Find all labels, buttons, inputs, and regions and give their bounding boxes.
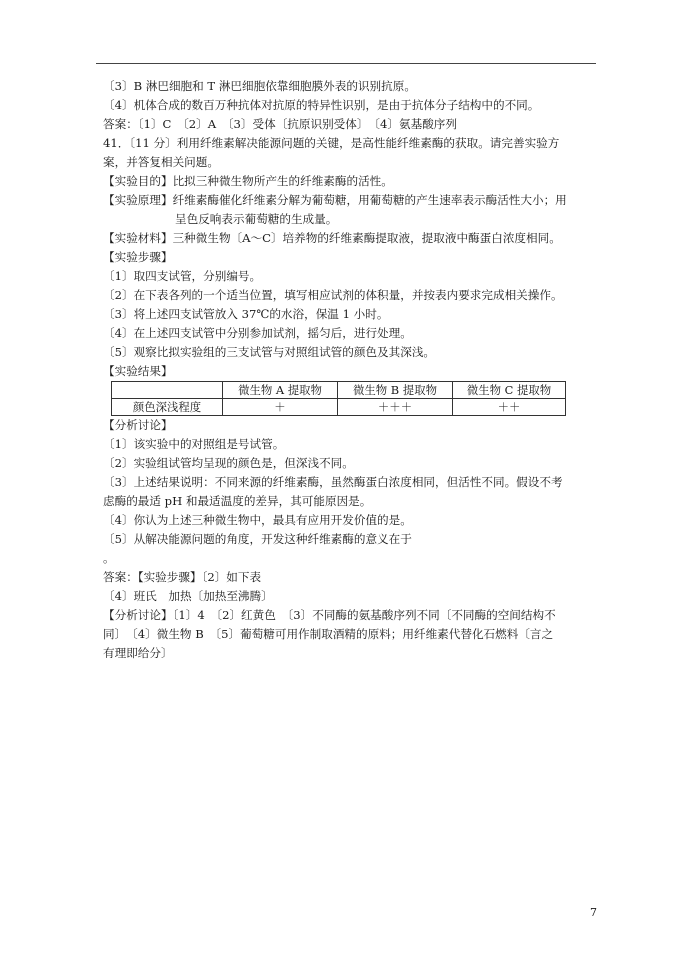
answer-line: 同〕 〔4〕微生物 B 〔5〕葡萄糖可用作制取酒精的原料；用纤维素代替化石燃料〔言之 xyxy=(103,627,554,641)
text-line: 〔3〕B 淋巴细胞和 T 淋巴细胞依靠细胞膜外表的识别抗原。 xyxy=(103,79,416,93)
text-line: 〔4〕机体合成的数百万种抗体对抗原的特异性识别，是由于抗体分子结构中的不同。 xyxy=(103,98,540,112)
question-line: 〔2〕实验组试管均呈现的颜色是，但深浅不同。 xyxy=(103,456,354,470)
header-rule xyxy=(96,63,596,64)
section-heading-steps: 【实验步骤】 xyxy=(103,250,173,264)
page-number: 7 xyxy=(590,906,597,919)
section-heading-discussion: 【分析讨论】 xyxy=(103,418,173,432)
answer-line: 有理即给分〕 xyxy=(103,646,173,660)
answer-line: 答案：【实验步骤】〔2〕如下表 xyxy=(103,570,262,584)
table-cell: ＋ xyxy=(223,399,338,416)
question-line: 虑酶的最适 pH 和最适温度的差异，其可能原因是。 xyxy=(103,494,372,508)
answer-line: 答案：〔1〕C 〔2〕A 〔3〕受体〔抗原识别受体〕 〔4〕氨基酸序列 xyxy=(103,117,457,131)
experiment-principle-cont: 呈色反响表示葡萄糖的生成量。 xyxy=(175,212,338,226)
table-row xyxy=(112,399,566,416)
answer-line: 【分析讨论】〔1〕4 〔2〕红黄色 〔3〕不同酶的氨基酸序列不同〔不同酶的空间结构不 xyxy=(103,608,556,622)
question-line: 〔3〕上述结果说明：不同来源的纤维素酶，虽然酶蛋白浓度相同，但活性不同。假设不考 xyxy=(103,475,563,489)
table-header-row xyxy=(112,382,566,399)
table-header-cell: 微生物 C 提取物 xyxy=(453,382,566,399)
section-heading-results: 【实验结果】 xyxy=(103,364,173,378)
question-title: 41．〔11 分〕利用纤维素解决能源问题的关键，是高性能纤维素酶的获取。请完善实验方 xyxy=(103,136,560,150)
page-content xyxy=(103,77,603,663)
blank-period: 。 xyxy=(103,551,115,565)
experiment-materials: 【实验材料】三种微生物〔A～C〕培养物的纤维素酶提取液，提取液中酶蛋白浓度相同。 xyxy=(103,231,561,245)
table-header-cell: 微生物 A 提取物 xyxy=(223,382,338,399)
text-line: 案，并答复相关问题。 xyxy=(103,155,219,169)
results-table xyxy=(111,381,566,416)
step-line: 〔4〕在上述四支试管中分别参加试剂，摇匀后，进行处理。 xyxy=(103,326,412,340)
table-cell: ＋＋ xyxy=(453,399,566,416)
step-line: 〔5〕观察比拟实验组的三支试管与对照组试管的颜色及其深浅。 xyxy=(103,345,436,359)
step-line: 〔1〕取四支试管，分别编号。 xyxy=(103,269,262,283)
step-line: 〔2〕在下表各列的一个适当位置，填写相应试剂的体积量，并按表内要求完成相关操作。 xyxy=(103,288,563,302)
experiment-principle: 【实验原理】纤维素酶催化纤维素分解为葡萄糖，用葡萄糖的产生速率表示酶活性大小；用 xyxy=(103,193,567,207)
table-header-cell xyxy=(112,382,223,399)
answer-line: 〔4〕班氏 加热〔加热至沸腾〕 xyxy=(103,589,273,603)
table-header-cell: 微生物 B 提取物 xyxy=(338,382,453,399)
experiment-purpose: 【实验目的】比拟三种微生物所产生的纤维素酶的活性。 xyxy=(103,174,393,188)
question-line: 〔4〕你认为上述三种微生物中，最具有应用开发价值的是。 xyxy=(103,513,412,527)
table-cell: 颜色深浅程度 xyxy=(112,399,223,416)
table-cell: ＋＋＋ xyxy=(338,399,453,416)
step-line: 〔3〕将上述四支试管放入 37℃的水浴，保温 1 小时。 xyxy=(103,307,389,321)
question-line: 〔5〕从解决能源问题的角度，开发这种纤维素酶的意义在于 xyxy=(103,532,412,546)
question-line: 〔1〕该实验中的对照组是号试管。 xyxy=(103,437,285,451)
